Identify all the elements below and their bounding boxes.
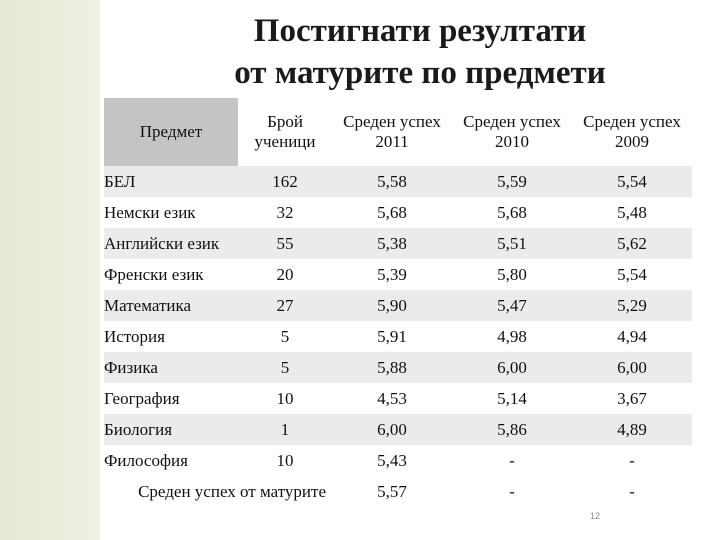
- header-avg-label: Среден успех: [463, 112, 561, 131]
- avg-2009-cell: 4,94: [572, 321, 692, 352]
- avg-2011-cell: 5,68: [332, 197, 452, 228]
- summary-label: Среден успех от матурите: [104, 476, 332, 507]
- subject-cell: Философия: [104, 445, 238, 476]
- header-avg-2011: [332, 98, 452, 166]
- table-row: [104, 228, 692, 259]
- title-line-1: Постигнати резултати: [253, 13, 587, 49]
- decorative-side-panel: [0, 0, 100, 540]
- count-cell: 20: [238, 259, 332, 290]
- results-table: [104, 98, 692, 507]
- subject-cell: История: [104, 321, 238, 352]
- subject-cell: Физика: [104, 352, 238, 383]
- count-cell: 1: [238, 414, 332, 445]
- avg-2011-cell: 5,91: [332, 321, 452, 352]
- count-cell: 32: [238, 197, 332, 228]
- subject-cell: Математика: [104, 290, 238, 321]
- header-year: 2009: [615, 132, 649, 151]
- summary-avg-2010: -: [452, 476, 572, 507]
- header-row: [104, 98, 692, 166]
- summary-avg-2009: -: [572, 476, 692, 507]
- count-cell: 5: [238, 352, 332, 383]
- header-avg-label: Среден успех: [583, 112, 681, 131]
- subject-cell: Английски език: [104, 228, 238, 259]
- avg-2010-cell: 6,00: [452, 352, 572, 383]
- avg-2010-cell: -: [452, 445, 572, 476]
- avg-2010-cell: 5,14: [452, 383, 572, 414]
- table-row: [104, 445, 692, 476]
- avg-2009-cell: 5,48: [572, 197, 692, 228]
- avg-2009-cell: 3,67: [572, 383, 692, 414]
- header-count-line2: ученици: [254, 132, 316, 151]
- title-line-2: от матурите по предмети: [234, 55, 606, 91]
- header-subject: Предмет: [104, 98, 238, 166]
- table-row: [104, 259, 692, 290]
- avg-2009-cell: -: [572, 445, 692, 476]
- table-row: [104, 290, 692, 321]
- avg-2011-cell: 5,38: [332, 228, 452, 259]
- count-cell: 27: [238, 290, 332, 321]
- summary-row: [104, 476, 692, 507]
- summary-avg-2011: 5,57: [332, 476, 452, 507]
- avg-2009-cell: 4,89: [572, 414, 692, 445]
- table-row: [104, 197, 692, 228]
- avg-2010-cell: 5,59: [452, 166, 572, 197]
- subject-cell: Биология: [104, 414, 238, 445]
- avg-2010-cell: 4,98: [452, 321, 572, 352]
- header-year: 2011: [375, 132, 409, 151]
- table-row: [104, 352, 692, 383]
- subject-cell: География: [104, 383, 238, 414]
- avg-2011-cell: 5,90: [332, 290, 452, 321]
- avg-2010-cell: 5,51: [452, 228, 572, 259]
- count-cell: 10: [238, 383, 332, 414]
- avg-2011-cell: 4,53: [332, 383, 452, 414]
- page-number: 12: [590, 511, 601, 521]
- count-cell: 10: [238, 445, 332, 476]
- header-avg-2009: [572, 98, 692, 166]
- avg-2011-cell: 5,43: [332, 445, 452, 476]
- avg-2010-cell: 5,86: [452, 414, 572, 445]
- subject-cell: Френски език: [104, 259, 238, 290]
- header-avg-label: Среден успех: [343, 112, 441, 131]
- header-year: 2010: [495, 132, 529, 151]
- avg-2009-cell: 6,00: [572, 352, 692, 383]
- table-row: [104, 166, 692, 197]
- avg-2009-cell: 5,54: [572, 166, 692, 197]
- avg-2011-cell: 6,00: [332, 414, 452, 445]
- slide-title: [120, 10, 720, 94]
- avg-2010-cell: 5,47: [452, 290, 572, 321]
- header-student-count: [238, 98, 332, 166]
- side-panel-background: [0, 0, 100, 540]
- avg-2009-cell: 5,29: [572, 290, 692, 321]
- count-cell: 162: [238, 166, 332, 197]
- count-cell: 55: [238, 228, 332, 259]
- table-row: [104, 383, 692, 414]
- count-cell: 5: [238, 321, 332, 352]
- avg-2011-cell: 5,39: [332, 259, 452, 290]
- avg-2009-cell: 5,62: [572, 228, 692, 259]
- avg-2009-cell: 5,54: [572, 259, 692, 290]
- header-count-line1: Брой: [267, 112, 303, 131]
- avg-2010-cell: 5,80: [452, 259, 572, 290]
- subject-cell: Немски език: [104, 197, 238, 228]
- table-row: [104, 321, 692, 352]
- avg-2011-cell: 5,58: [332, 166, 452, 197]
- avg-2010-cell: 5,68: [452, 197, 572, 228]
- table-row: [104, 414, 692, 445]
- avg-2011-cell: 5,88: [332, 352, 452, 383]
- header-avg-2010: [452, 98, 572, 166]
- subject-cell: БЕЛ: [104, 166, 238, 197]
